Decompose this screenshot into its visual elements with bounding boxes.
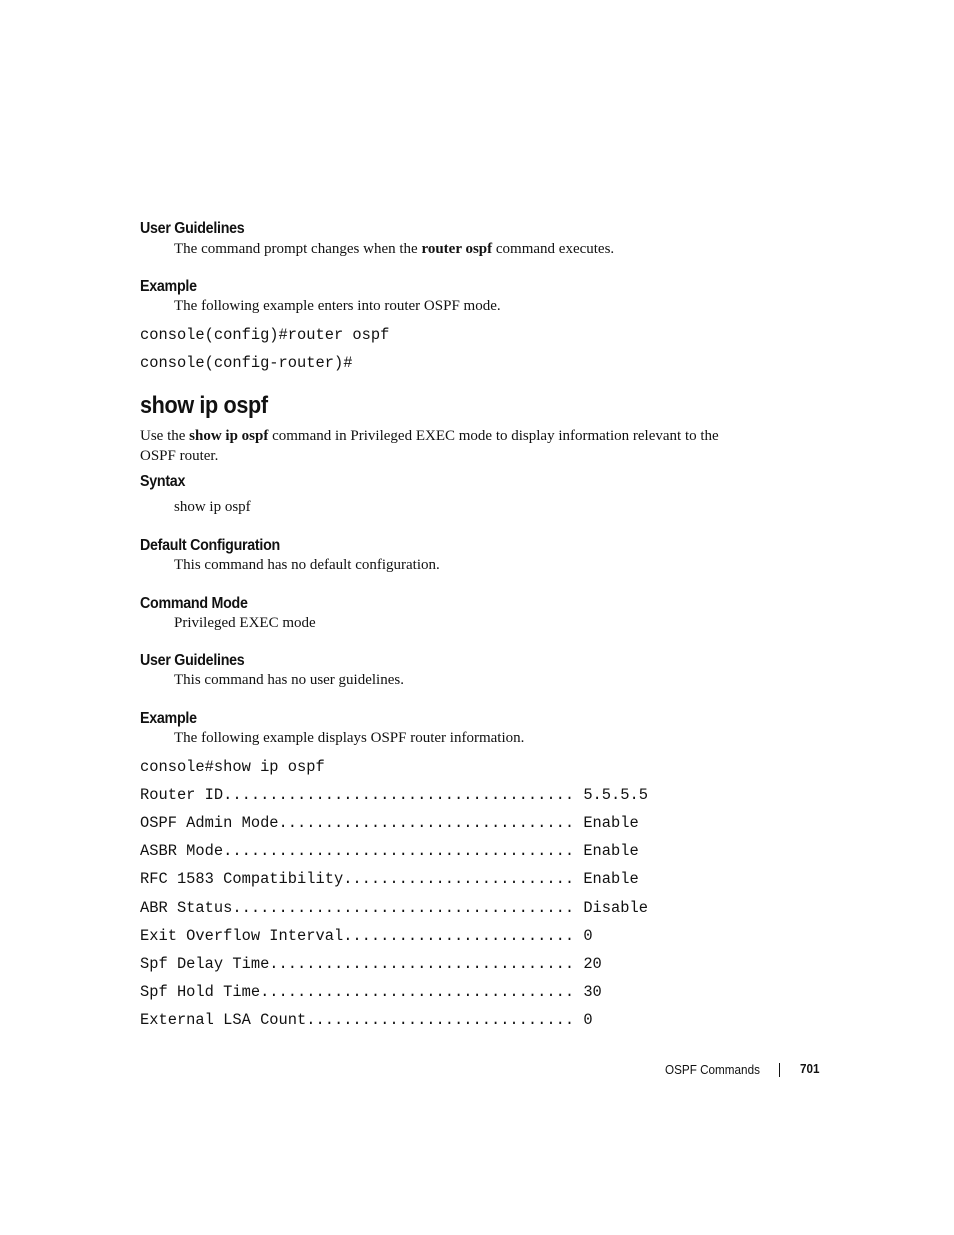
output-line: Router ID...................................... 5.5.5.5 — [140, 786, 648, 804]
user-guidelines-text: This command has no user guidelines. — [174, 672, 404, 688]
syntax-text: show ip ospf — [174, 499, 251, 515]
example-text: The following example enters into router OSPF mode. — [174, 298, 501, 314]
user-guidelines-text — [174, 241, 614, 258]
user-guidelines-heading: User Guidelines — [140, 220, 245, 237]
page-number: 701 — [800, 1061, 820, 1076]
command-intro — [140, 428, 719, 445]
output-line: Spf Delay Time................................. 20 — [140, 955, 602, 973]
code-line: console(config)#router ospf — [140, 326, 390, 344]
footer-separator — [779, 1063, 780, 1077]
command-intro-name: show ip ospf — [189, 428, 269, 444]
output-line: External LSA Count............................. 0 — [140, 1011, 593, 1029]
example-text: The following example displays OSPF router information. — [174, 730, 525, 746]
output-line: Spf Hold Time.................................. 30 — [140, 983, 602, 1001]
command-intro-line2: OSPF router. — [140, 448, 219, 464]
output-line: OSPF Admin Mode................................ Enable — [140, 814, 639, 832]
command-mode-text: Privileged EXEC mode — [174, 615, 316, 631]
default-config-heading: Default Configuration — [140, 537, 280, 554]
command-intro-post: command in Privileged EXEC mode to display information relevant to the — [268, 428, 719, 444]
example-heading: Example — [140, 278, 197, 295]
example-command: console#show ip ospf — [140, 758, 325, 776]
output-line: ABR Status..................................... Disable — [140, 899, 648, 917]
user-guidelines-text-pre: The command prompt changes when the — [174, 241, 422, 257]
default-config-text: This command has no default configuration. — [174, 557, 440, 573]
command-mode-heading: Command Mode — [140, 595, 248, 612]
command-intro-pre: Use the — [140, 428, 190, 444]
example-heading: Example — [140, 710, 197, 727]
user-guidelines-command-name: router ospf — [421, 241, 493, 257]
command-title: show ip ospf — [140, 392, 268, 419]
user-guidelines-text-post: command executes. — [492, 241, 615, 257]
code-line: console(config-router)# — [140, 354, 353, 372]
user-guidelines-heading: User Guidelines — [140, 652, 245, 669]
syntax-heading: Syntax — [140, 473, 186, 490]
output-line: ASBR Mode...................................... Enable — [140, 842, 639, 860]
output-line: RFC 1583 Compatibility......................... Enable — [140, 870, 639, 888]
output-line: Exit Overflow Interval......................... 0 — [140, 927, 593, 945]
footer-section: OSPF Commands — [665, 1062, 760, 1077]
